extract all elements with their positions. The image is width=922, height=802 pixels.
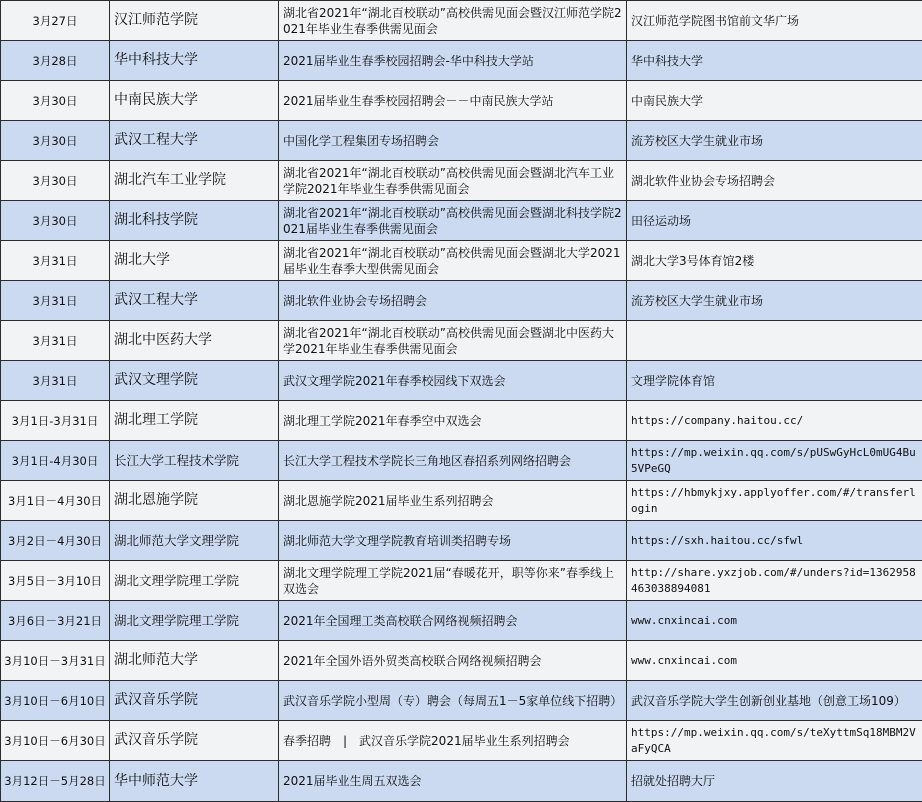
venue-cell[interactable]: https://hbmykjxy.applyoffer.com/#/transferlogin <box>627 481 922 521</box>
table-row <box>1 441 922 481</box>
date-cell: 3月5日－3月10日 <box>1 561 110 601</box>
date-cell: 3月30日 <box>1 161 110 201</box>
event-title-cell: 长江大学工程技术学院长三角地区春招系列网络招聘会 <box>279 441 627 481</box>
school-cell: 华中科技大学 <box>110 41 279 81</box>
event-title-cell: 湖北理工学院2021年春季空中双选会 <box>279 401 627 441</box>
table-row <box>1 321 922 361</box>
event-title-cell: 湖北软件业协会专场招聘会 <box>279 281 627 321</box>
venue-cell: 田径运动场 <box>627 201 922 241</box>
venue-cell: 流芳校区大学生就业市场 <box>627 281 922 321</box>
date-cell: 3月31日 <box>1 321 110 361</box>
school-cell: 武汉工程大学 <box>110 121 279 161</box>
date-cell: 3月1日-4月30日 <box>1 441 110 481</box>
venue-cell[interactable]: https://company.haitou.cc/ <box>627 401 922 441</box>
school-cell: 中南民族大学 <box>110 81 279 121</box>
venue-cell[interactable]: www.cnxincai.com <box>627 641 922 681</box>
venue-cell[interactable]: www.cnxincai.com <box>627 601 922 641</box>
date-cell: 3月28日 <box>1 41 110 81</box>
school-cell: 武汉工程大学 <box>110 281 279 321</box>
venue-cell <box>627 321 922 361</box>
venue-cell[interactable]: https://sxh.haitou.cc/sfwl <box>627 521 922 561</box>
table-row <box>1 641 922 681</box>
table-row <box>1 41 922 81</box>
date-cell: 3月31日 <box>1 361 110 401</box>
table-row <box>1 201 922 241</box>
event-title-cell: 2021年全国理工类高校联合网络视频招聘会 <box>279 601 627 641</box>
table-row <box>1 521 922 561</box>
school-cell: 湖北恩施学院 <box>110 481 279 521</box>
table-row <box>1 721 922 761</box>
event-title-cell: 湖北省2021年“湖北百校联动”高校供需见面会暨湖北中医药大学2021年毕业生春季供需见面会 <box>279 321 627 361</box>
school-cell: 武汉音乐学院 <box>110 721 279 761</box>
table-row <box>1 601 922 641</box>
school-cell: 湖北文理学院理工学院 <box>110 561 279 601</box>
venue-cell: 汉江师范学院图书馆前文华广场 <box>627 1 922 41</box>
date-cell: 3月27日 <box>1 1 110 41</box>
date-cell: 3月6日－3月21日 <box>1 601 110 641</box>
venue-cell[interactable]: https://mp.weixin.qq.com/s/teXyttmSq18MBM2VaFyQCA <box>627 721 922 761</box>
table-row <box>1 361 922 401</box>
date-cell: 3月30日 <box>1 81 110 121</box>
date-cell: 3月30日 <box>1 121 110 161</box>
table-row <box>1 401 922 441</box>
school-cell: 湖北中医药大学 <box>110 321 279 361</box>
date-cell: 3月31日 <box>1 281 110 321</box>
venue-cell[interactable]: https://mp.weixin.qq.com/s/pUSwGyHcL0mUG4Bu5VPeGQ <box>627 441 922 481</box>
event-title-cell: 武汉文理学院2021年春季校园线下双选会 <box>279 361 627 401</box>
venue-cell: 华中科技大学 <box>627 41 922 81</box>
table-row <box>1 81 922 121</box>
school-cell: 湖北文理学院理工学院 <box>110 601 279 641</box>
school-cell: 长江大学工程技术学院 <box>110 441 279 481</box>
event-title-cell: 2021届毕业生春季校园招聘会－－中南民族大学站 <box>279 81 627 121</box>
table-row <box>1 561 922 601</box>
event-title-cell: 春季招聘 | 武汉音乐学院2021届毕业生系列招聘会 <box>279 721 627 761</box>
event-title-cell: 中国化学工程集团专场招聘会 <box>279 121 627 161</box>
school-cell: 湖北师范大学 <box>110 641 279 681</box>
table-row <box>1 241 922 281</box>
event-title-cell: 湖北恩施学院2021届毕业生系列招聘会 <box>279 481 627 521</box>
school-cell: 湖北大学 <box>110 241 279 281</box>
school-cell: 华中师范大学 <box>110 761 279 802</box>
school-cell: 武汉音乐学院 <box>110 681 279 721</box>
table-row <box>1 681 922 721</box>
event-title-cell: 湖北省2021年“湖北百校联动”高校供需见面会暨湖北汽车工业学院2021年毕业生春季供需见面会 <box>279 161 627 201</box>
date-cell: 3月10日－6月30日 <box>1 721 110 761</box>
venue-cell: 中南民族大学 <box>627 81 922 121</box>
date-cell: 3月10日－6月10日 <box>1 681 110 721</box>
date-cell: 3月10日－3月31日 <box>1 641 110 681</box>
school-cell: 湖北科技学院 <box>110 201 279 241</box>
school-cell: 湖北汽车工业学院 <box>110 161 279 201</box>
venue-cell: 招就处招聘大厅 <box>627 761 922 802</box>
table-row <box>1 281 922 321</box>
table-row <box>1 1 922 41</box>
venue-cell: 武汉音乐学院大学生创新创业基地（创意工场109） <box>627 681 922 721</box>
school-cell: 武汉文理学院 <box>110 361 279 401</box>
school-cell: 汉江师范学院 <box>110 1 279 41</box>
event-title-cell: 湖北省2021年“湖北百校联动”高校供需见面会暨汉江师范学院2021年毕业生春季供需见面会 <box>279 1 627 41</box>
date-cell: 3月12日－5月28日 <box>1 761 110 802</box>
event-title-cell: 2021届毕业生周五双选会 <box>279 761 627 802</box>
table-row <box>1 761 922 802</box>
table-row <box>1 121 922 161</box>
event-title-cell: 湖北师范大学文理学院教育培训类招聘专场 <box>279 521 627 561</box>
school-cell: 湖北理工学院 <box>110 401 279 441</box>
school-cell: 湖北师范大学文理学院 <box>110 521 279 561</box>
event-title-cell: 湖北省2021年“湖北百校联动”高校供需见面会暨湖北科技学院2021届毕业生春季供需见面会 <box>279 201 627 241</box>
date-cell: 3月2日－4月30日 <box>1 521 110 561</box>
venue-cell: 湖北大学3号体育馆2楼 <box>627 241 922 281</box>
date-cell: 3月1日-3月31日 <box>1 401 110 441</box>
event-title-cell: 2021届毕业生春季校园招聘会-华中科技大学站 <box>279 41 627 81</box>
venue-cell: 湖北软件业协会专场招聘会 <box>627 161 922 201</box>
venue-cell: 文理学院体育馆 <box>627 361 922 401</box>
event-title-cell: 湖北文理学院理工学院2021届“春暖花开，职等你来”春季线上双选会 <box>279 561 627 601</box>
date-cell: 3月1日－4月30日 <box>1 481 110 521</box>
event-title-cell: 武汉音乐学院小型周（专）聘会（每周五1－5家单位线下招聘） <box>279 681 627 721</box>
table-body <box>1 1 922 802</box>
date-cell: 3月31日 <box>1 241 110 281</box>
table-row <box>1 481 922 521</box>
event-title-cell: 湖北省2021年“湖北百校联动”高校供需见面会暨湖北大学2021届毕业生春季大型供需见面会 <box>279 241 627 281</box>
venue-cell[interactable]: http://share.yxzjob.com/#/unders?id=1362958463038894081 <box>627 561 922 601</box>
venue-cell: 流芳校区大学生就业市场 <box>627 121 922 161</box>
event-title-cell: 2021年全国外语外贸类高校联合网络视频招聘会 <box>279 641 627 681</box>
date-cell: 3月30日 <box>1 201 110 241</box>
table-row <box>1 161 922 201</box>
